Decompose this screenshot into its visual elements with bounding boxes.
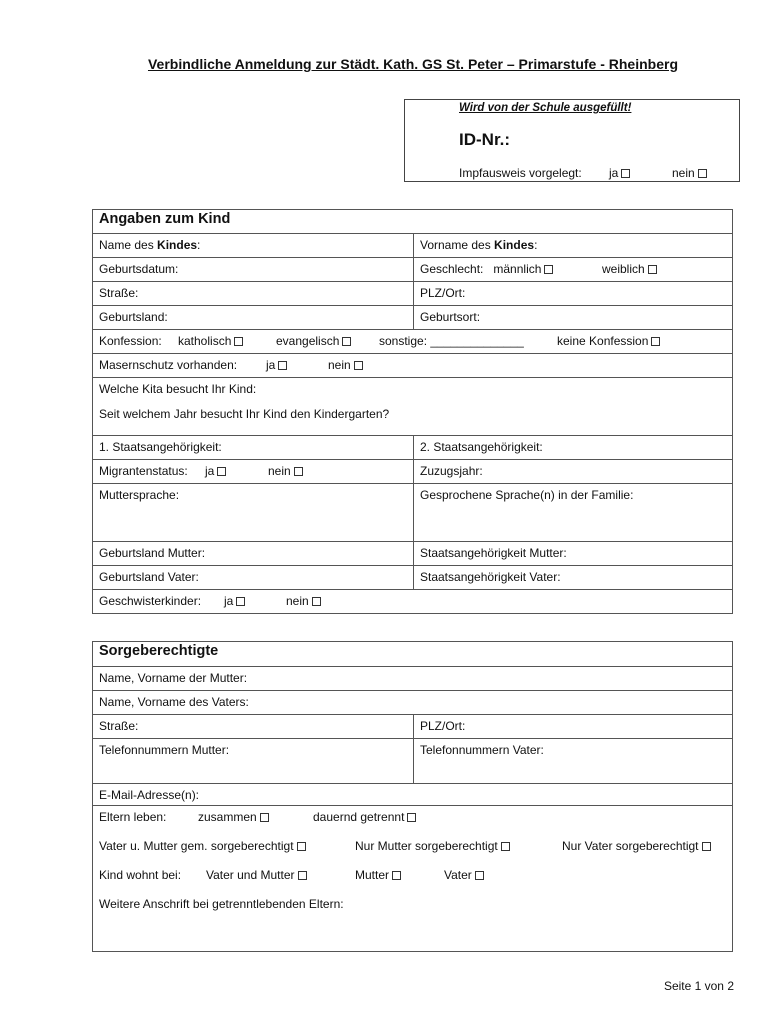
row-migrant (93, 459, 732, 483)
family-languages-field[interactable]: Gesprochene Sprache(n) in der Familie: (413, 484, 732, 541)
measles-nein-option[interactable]: nein (328, 358, 363, 372)
guardians-section (92, 641, 733, 952)
child-firstname-field[interactable]: Vorname des Kindes: (413, 234, 732, 257)
measles-label: Masernschutz vorhanden: (99, 358, 238, 372)
mother-citizenship-field[interactable]: Staatsangehörigkeit Mutter: (413, 542, 732, 565)
row-mother-origin (93, 541, 732, 565)
row-measles (93, 353, 732, 377)
page-number: Seite 1 von 2 (663, 979, 734, 993)
vaccination-ja-option[interactable]: ja (609, 166, 630, 180)
mother-phone-field[interactable]: Telefonnummern Mutter: (99, 743, 230, 757)
lives-father-option[interactable]: Vater (444, 868, 484, 882)
vaccination-label: Impfausweis vorgelegt: (459, 166, 582, 180)
checkbox[interactable] (407, 813, 416, 822)
guardians-section-title: Sorgeberechtigte (99, 643, 219, 659)
checkbox[interactable] (260, 813, 269, 822)
street-field[interactable]: Straße: (99, 286, 139, 300)
row-mother-name (93, 666, 732, 690)
checkbox[interactable] (354, 361, 363, 370)
id-number-label: ID-Nr.: (459, 130, 510, 149)
father-citizenship-field[interactable]: Staatsangehörigkeit Vater: (413, 566, 732, 589)
migrant-ja-option[interactable]: ja (205, 464, 226, 478)
religion-other-field[interactable]: sonstige: ______________ (379, 334, 524, 348)
zip-city-field[interactable]: PLZ/Ort: (413, 282, 732, 305)
religion-catholic-option[interactable]: katholisch (178, 334, 243, 348)
child-section (92, 209, 733, 614)
checkbox[interactable] (392, 871, 401, 880)
mother-tongue-field[interactable]: Muttersprache: (99, 488, 180, 502)
migrant-nein-option[interactable]: nein (268, 464, 303, 478)
father-name-field[interactable]: Name, Vorname des Vaters: (99, 695, 249, 709)
kita-label: Welche Kita besucht Ihr Kind: (99, 382, 257, 396)
checkbox[interactable] (648, 265, 657, 274)
parents-living-label: Eltern leben: (99, 810, 167, 824)
gender-female-option[interactable]: weiblich (602, 262, 657, 276)
gender-male-option[interactable]: männlich (493, 262, 553, 276)
guardian-street-field[interactable]: Straße: (99, 719, 139, 733)
kita-field[interactable] (93, 378, 732, 435)
row-email (93, 783, 732, 805)
row-birthplace (93, 305, 732, 329)
row-father-name (93, 690, 732, 714)
checkbox[interactable] (544, 265, 553, 274)
vaccination-nein-option[interactable]: nein (672, 166, 707, 180)
child-lives-label: Kind wohnt bei: (99, 868, 182, 882)
citizenship-1-field[interactable]: 1. Staatsangehörigkeit: (99, 440, 222, 454)
school-use-box (404, 99, 740, 182)
guardian-zip-city-field[interactable]: PLZ/Ort: (413, 715, 732, 738)
email-field[interactable]: E-Mail-Adresse(n): (99, 788, 200, 802)
siblings-label: Geschwisterkinder: (99, 594, 202, 608)
migrant-label: Migrantenstatus: (99, 464, 188, 478)
siblings-nein-option[interactable]: nein (286, 594, 321, 608)
religion-protestant-option[interactable]: evangelisch (276, 334, 351, 348)
joint-custody-option[interactable]: Vater u. Mutter gem. sorgeberechtigt (99, 839, 306, 853)
row-living-situation (93, 805, 732, 951)
mother-name-field[interactable]: Name, Vorname der Mutter: (99, 671, 248, 685)
checkbox[interactable] (298, 871, 307, 880)
row-phones (93, 738, 732, 783)
row-citizenship (93, 435, 732, 459)
parents-together-option[interactable]: zusammen (198, 810, 269, 824)
checkbox[interactable] (702, 842, 711, 851)
parents-separated-option[interactable]: dauernd getrennt (313, 810, 416, 824)
checkbox[interactable] (236, 597, 245, 606)
checkbox[interactable] (294, 467, 303, 476)
checkbox[interactable] (297, 842, 306, 851)
child-section-title: Angaben zum Kind (99, 211, 231, 227)
checkbox[interactable] (278, 361, 287, 370)
row-street (93, 281, 732, 305)
birthdate-field[interactable]: Geburtsdatum: (99, 262, 179, 276)
checkbox[interactable] (501, 842, 510, 851)
checkbox[interactable] (621, 169, 630, 178)
father-phone-field[interactable]: Telefonnummern Vater: (413, 739, 732, 783)
checkbox[interactable] (698, 169, 707, 178)
birth-place-field[interactable]: Geburtsort: (413, 306, 732, 329)
father-birth-country-field[interactable]: Geburtsland Vater: (99, 570, 199, 584)
school-use-heading: Wird von der Schule ausgefüllt! (459, 102, 632, 114)
siblings-ja-option[interactable]: ja (224, 594, 245, 608)
citizenship-2-field[interactable]: 2. Staatsangehörigkeit: (413, 436, 732, 459)
mother-birth-country-field[interactable]: Geburtsland Mutter: (99, 546, 206, 560)
row-siblings (93, 589, 732, 613)
lives-both-option[interactable]: Vater und Mutter (206, 868, 307, 882)
row-name (93, 233, 732, 257)
birth-country-field[interactable]: Geburtsland: (99, 310, 168, 324)
checkbox[interactable] (217, 467, 226, 476)
mother-custody-option[interactable]: Nur Mutter sorgeberechtigt (355, 839, 510, 853)
document-title: Verbindliche Anmeldung zur Städt. Kath. GS St. Peter – Primarstufe - Rheinberg (147, 56, 679, 72)
row-father-origin (93, 565, 732, 589)
row-birthdate (93, 257, 732, 281)
checkbox[interactable] (342, 337, 351, 346)
lives-mother-option[interactable]: Mutter (355, 868, 401, 882)
checkbox[interactable] (312, 597, 321, 606)
religion-none-option[interactable]: keine Konfession (557, 334, 660, 348)
row-guardian-address (93, 714, 732, 738)
kindergarten-since-label: Seit welchem Jahr besucht Ihr Kind den Kindergarten? (99, 407, 390, 421)
arrival-year-field[interactable]: Zuzugsjahr: (413, 460, 732, 483)
gender-field: Geschlecht: männlich weiblich (413, 258, 732, 281)
father-custody-option[interactable]: Nur Vater sorgeberechtigt (562, 839, 711, 853)
child-surname-field[interactable]: Name des Kindes: (99, 238, 201, 252)
religion-label: Konfession: (99, 334, 162, 348)
checkbox[interactable] (651, 337, 660, 346)
checkbox[interactable] (234, 337, 243, 346)
checkbox[interactable] (475, 871, 484, 880)
row-religion (93, 329, 732, 353)
other-address-field[interactable]: Weitere Anschrift bei getrenntlebenden Eltern: (99, 897, 344, 911)
row-kita (93, 377, 732, 435)
measles-ja-option[interactable]: ja (266, 358, 287, 372)
row-language (93, 483, 732, 541)
